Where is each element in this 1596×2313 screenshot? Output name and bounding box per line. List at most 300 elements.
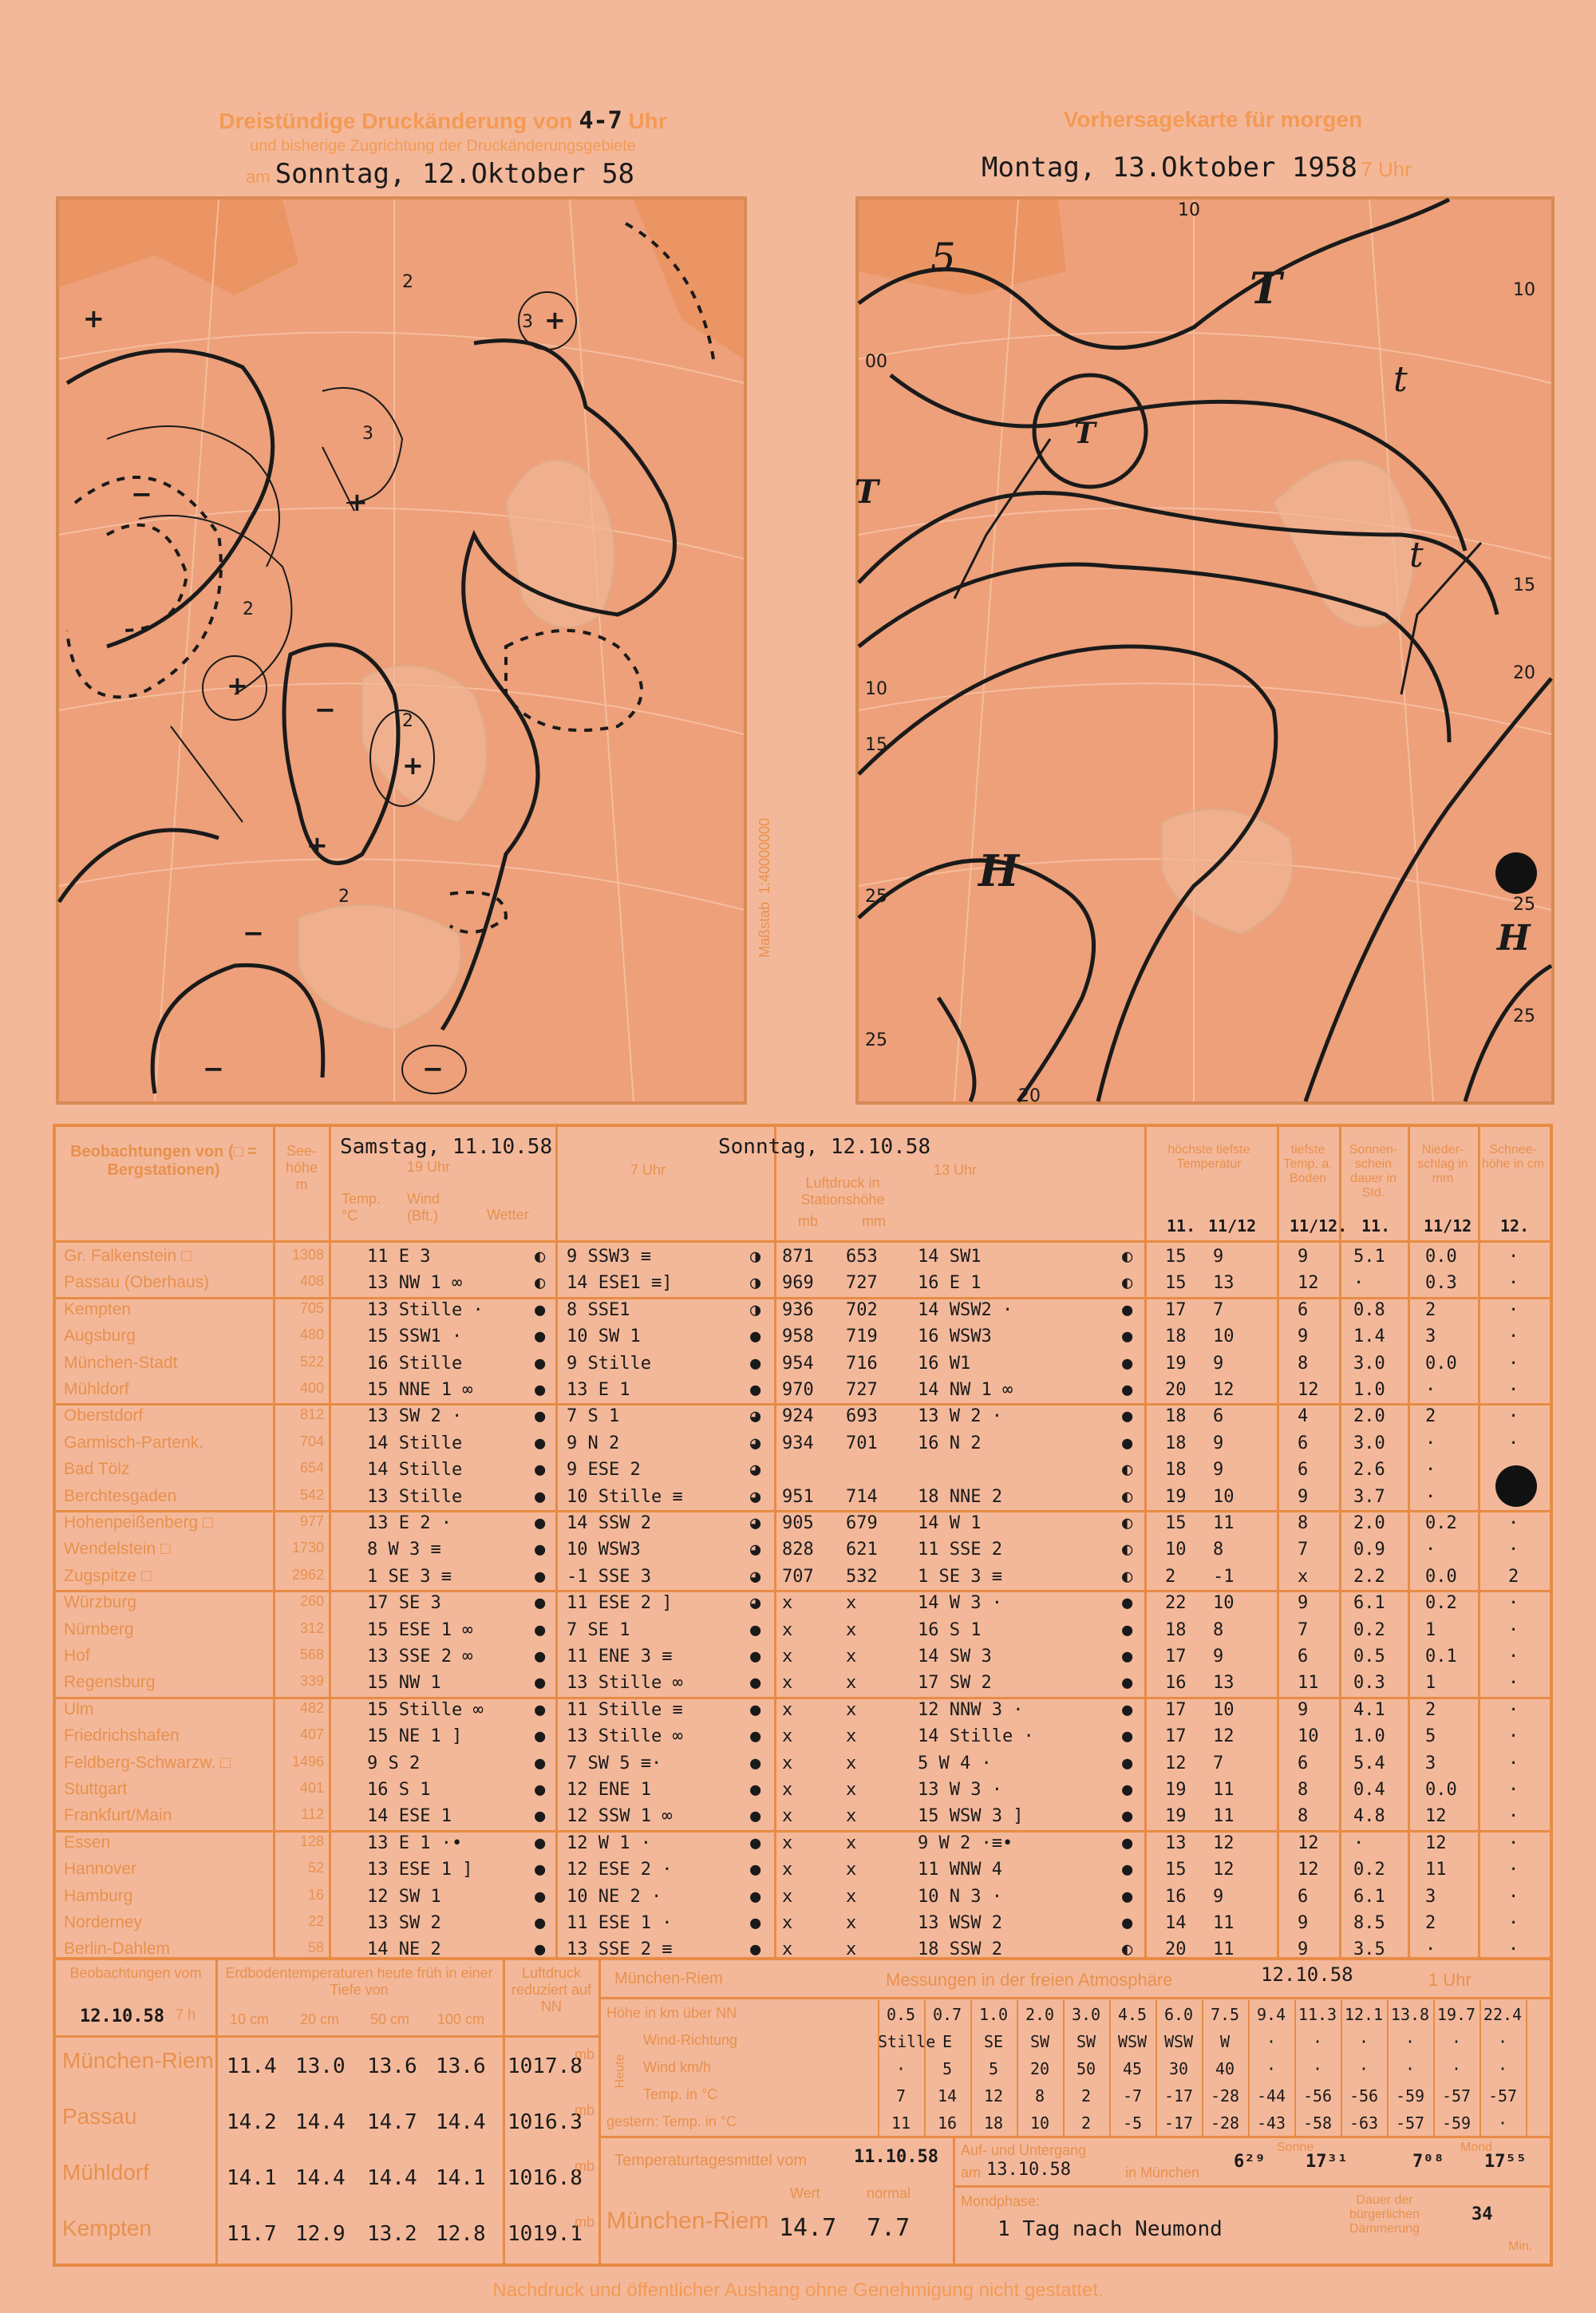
svg-text:2: 2 <box>338 887 350 907</box>
depth-20: 20 cm <box>300 2011 340 2027</box>
cell-cw: ● <box>1122 1780 1133 1800</box>
cell-so: 0.2 <box>1353 1860 1385 1880</box>
cell-p1: x <box>782 1593 793 1614</box>
svg-text:20: 20 <box>1513 663 1535 683</box>
cell-a: 15 ESE 1 ∞ <box>367 1619 473 1640</box>
cell-ni: · <box>1425 1460 1436 1481</box>
cell-cw: ● <box>1122 1619 1133 1640</box>
upper-air-speeds: · <box>1451 2059 1462 2078</box>
cell-mn: 9 <box>1213 1460 1224 1481</box>
cell-ni: 12 <box>1425 1806 1447 1827</box>
upper-air-heights: 6.0 <box>1163 2005 1194 2024</box>
cell-h: 542 <box>299 1486 324 1503</box>
cell-aw: ● <box>535 1566 546 1587</box>
cell-p2: 727 <box>846 1380 878 1400</box>
cell-sc: · <box>1508 1353 1519 1374</box>
cell-c: 14 W 3 · <box>918 1593 1002 1614</box>
cell-h: 312 <box>299 1619 324 1636</box>
cell-aw: ● <box>535 1299 546 1320</box>
phase-label: Mondphase: <box>961 2193 1041 2209</box>
soil-temp: 11.7 <box>227 2222 277 2246</box>
upper-air-ytemps: -5 <box>1122 2113 1143 2133</box>
sonne-label: Sonne <box>1277 2141 1314 2154</box>
cell-name: Gr. Falkenstein □ <box>64 1247 192 1265</box>
depth-100: 100 cm <box>437 2011 485 2027</box>
upper-air-heights: 2.0 <box>1025 2005 1055 2024</box>
cell-sc: 2 <box>1508 1566 1519 1587</box>
cell-bo: 9 <box>1298 1327 1309 1347</box>
cell-a: 14 Stille <box>367 1433 463 1453</box>
upper-air-speeds: · <box>1497 2059 1508 2078</box>
header-schnee: Schnee-höhe in cm <box>1481 1143 1545 1171</box>
cell-p1: x <box>782 1806 793 1827</box>
cell-name: Friedrichshafen <box>64 1726 180 1746</box>
cell-a: 14 NE 2 <box>367 1939 441 1960</box>
cell-a: 13 ESE 1 ] <box>367 1860 473 1880</box>
cell-mx: 18 <box>1165 1460 1187 1481</box>
header-wind: Wind (Bft.) <box>407 1191 440 1224</box>
cell-a: 14 ESE 1 <box>367 1806 452 1827</box>
cell-c: 18 SSW 2 <box>918 1939 1002 1960</box>
right-map-title: Vorhersagekarte für morgen <box>1063 107 1363 132</box>
upper-air-station: München-Riem <box>614 1970 723 1987</box>
upper-air-dirs: SW <box>1076 2032 1096 2051</box>
cell-name: Hannover <box>64 1860 137 1879</box>
cell-p2: x <box>846 1860 857 1880</box>
cell-name: Berlin-Dahlem <box>64 1939 171 1959</box>
cell-bo: x <box>1298 1566 1309 1587</box>
cell-c: 15 WSW 3 ] <box>918 1806 1024 1827</box>
cell-mn: 10 <box>1213 1593 1235 1614</box>
soil-temp: 12.9 <box>295 2222 346 2246</box>
cell-sc: · <box>1508 1913 1519 1933</box>
cell-aw: ● <box>535 1673 546 1694</box>
cell-sc: · <box>1508 1273 1519 1294</box>
cell-b: 13 E 1 <box>567 1380 630 1400</box>
svg-text:t: t <box>1393 359 1408 400</box>
cell-bo: 10 <box>1298 1726 1319 1747</box>
table-row <box>56 1350 1550 1377</box>
normal-label: normal <box>867 2185 911 2201</box>
cell-cw: ◐ <box>1122 1486 1133 1507</box>
pressure-unit: mb <box>575 2102 595 2118</box>
cell-cw: ● <box>1122 1753 1133 1773</box>
soil-temp: 14.4 <box>436 2110 486 2134</box>
upper-air-heights: 9.4 <box>1256 2005 1286 2024</box>
cell-cw: ● <box>1122 1327 1133 1347</box>
cell-mn: 10 <box>1213 1699 1235 1720</box>
cell-aw: ◐ <box>535 1273 546 1294</box>
table-row <box>56 1777 1550 1803</box>
cell-bw: ◕ <box>750 1566 761 1587</box>
table-row <box>56 1670 1550 1696</box>
cell-name: Mühldorf <box>64 1380 129 1398</box>
cell-sc: · <box>1508 1486 1519 1507</box>
cell-mx: 10 <box>1165 1540 1187 1560</box>
svg-text:2: 2 <box>402 272 413 292</box>
cell-mn: 8 <box>1213 1540 1224 1560</box>
cell-mx: 2 <box>1165 1566 1176 1587</box>
cell-p2: 719 <box>846 1327 878 1347</box>
svg-text:10: 10 <box>1178 200 1200 220</box>
cell-b: -1 SSE 3 <box>567 1566 651 1587</box>
cell-p2: 679 <box>846 1513 878 1533</box>
header-temp: Temp. °C <box>342 1191 381 1224</box>
cell-p1: x <box>782 1726 793 1747</box>
cell-name: Regensburg <box>64 1673 156 1692</box>
cell-bw: ● <box>750 1939 761 1960</box>
cell-bw: ● <box>750 1860 761 1880</box>
cell-sc: · <box>1508 1406 1519 1427</box>
table-row <box>56 1803 1550 1829</box>
upper-air-dirs: · <box>1497 2032 1508 2051</box>
cell-bw: ◕ <box>750 1540 761 1560</box>
cell-bo: 6 <box>1298 1647 1309 1667</box>
cell-mn: 8 <box>1213 1619 1224 1640</box>
soil-obs-time: 7 h <box>176 2007 196 2022</box>
cell-ni: 2 <box>1425 1299 1436 1320</box>
cell-bw: ● <box>750 1886 761 1907</box>
upper-air-dirs: W <box>1219 2032 1231 2051</box>
cell-aw: ● <box>535 1726 546 1747</box>
cell-p1: 954 <box>782 1353 814 1374</box>
svg-text:−: − <box>422 1054 444 1084</box>
upper-air-ytemps: 2 <box>1080 2113 1092 2133</box>
cell-so: 0.8 <box>1353 1299 1385 1320</box>
upper-air-ytemps: 18 <box>983 2113 1004 2133</box>
cell-p2: x <box>846 1939 857 1960</box>
cell-mn: 6 <box>1213 1406 1224 1427</box>
cell-b: 14 ESE1 ≡] <box>567 1273 673 1294</box>
cell-aw: ● <box>535 1913 546 1933</box>
cell-p1: x <box>782 1913 793 1933</box>
upper-air-speeds: · <box>1266 2059 1277 2078</box>
svg-text:−: − <box>243 918 264 948</box>
cell-ni: 3 <box>1425 1327 1436 1347</box>
cell-a: 16 S 1 <box>367 1780 431 1800</box>
table-row <box>56 1510 1550 1536</box>
cell-bo: 12 <box>1298 1273 1319 1294</box>
sun-date: 13.10.58 <box>986 2160 1071 2180</box>
cell-aw: ● <box>535 1780 546 1800</box>
cell-mx: 16 <box>1165 1673 1187 1694</box>
upper-air-dirs: · <box>1266 2032 1277 2051</box>
cell-p1: 951 <box>782 1486 814 1507</box>
cell-name: Frankfurt/Main <box>64 1806 172 1825</box>
cell-c: 16 N 2 <box>918 1433 982 1453</box>
sub-col-max: 11. <box>1167 1216 1196 1236</box>
cell-so: 2.6 <box>1353 1460 1385 1481</box>
cell-aw: ● <box>535 1460 546 1481</box>
svg-text:−: − <box>131 479 152 509</box>
cell-b: 11 ENE 3 ≡ <box>567 1647 673 1667</box>
cell-p1: 969 <box>782 1273 814 1294</box>
svg-text:15: 15 <box>865 735 887 755</box>
soil-station: Kempten <box>62 2216 152 2240</box>
cell-ni: 12 <box>1425 1833 1447 1853</box>
upper-air-dirs: · <box>1312 2032 1323 2051</box>
table-row <box>56 1750 1550 1777</box>
pressure-unit: mb <box>575 2158 595 2174</box>
cell-h: 260 <box>299 1593 324 1610</box>
cell-ni: 11 <box>1425 1860 1447 1880</box>
cell-p1: x <box>782 1647 793 1667</box>
mean-temp-date: 11.10.58 <box>854 2147 938 2167</box>
forecast-map <box>855 196 1555 1105</box>
svg-text:+: + <box>402 750 424 781</box>
cell-name: Hamburg <box>64 1886 133 1905</box>
cell-name: Bad Tölz <box>64 1460 130 1479</box>
moon-set: 17⁵⁵ <box>1484 2152 1527 2172</box>
cell-bo: 12 <box>1298 1860 1319 1880</box>
cell-bw: ● <box>750 1806 761 1827</box>
header-hoechste: höchste tiefste Temperatur <box>1167 1143 1250 1171</box>
upper-air-ytemps: -63 <box>1349 2113 1379 2133</box>
cell-mx: 15 <box>1165 1513 1187 1533</box>
cell-mx: 22 <box>1165 1593 1187 1614</box>
cell-bo: 8 <box>1298 1806 1309 1827</box>
cell-a: 9 S 2 <box>367 1753 421 1773</box>
cell-mn: -1 <box>1213 1566 1235 1587</box>
table-row <box>56 1643 1550 1670</box>
phase-value: 1 Tag nach Neumond <box>998 2217 1223 2241</box>
temp-label: Temp. in °C <box>643 2086 718 2102</box>
cell-p1: x <box>782 1939 793 1960</box>
cell-sc: · <box>1508 1247 1519 1267</box>
cell-mx: 18 <box>1165 1433 1187 1453</box>
cell-p2: x <box>846 1619 857 1640</box>
cell-aw: ● <box>535 1353 546 1374</box>
header-station: Beobachtungen von (□ = Bergstationen) <box>70 1143 257 1179</box>
table-row <box>56 1484 1550 1510</box>
cell-p2: x <box>846 1913 857 1933</box>
cell-cw: ● <box>1122 1380 1133 1400</box>
wert-value: 14.7 <box>779 2214 837 2242</box>
table-row <box>56 1536 1550 1563</box>
cell-mn: 11 <box>1213 1939 1235 1960</box>
upper-air-heights: 4.5 <box>1117 2005 1148 2024</box>
cell-aw: ● <box>535 1433 546 1453</box>
cell-b: 10 SW 1 <box>567 1327 641 1347</box>
cell-mx: 15 <box>1165 1860 1187 1880</box>
cell-c: 14 SW 3 <box>918 1647 992 1667</box>
cell-h: 1496 <box>291 1753 324 1769</box>
cell-so: 3.0 <box>1353 1353 1385 1374</box>
cell-p2: 716 <box>846 1353 878 1374</box>
observation-table <box>53 1124 1553 1960</box>
cell-mn: 11 <box>1213 1513 1235 1533</box>
cell-cw: ● <box>1122 1647 1133 1667</box>
table-row <box>56 1856 1550 1883</box>
cell-ni: 2 <box>1425 1406 1436 1427</box>
sun-set: 17³¹ <box>1306 2152 1348 2172</box>
cell-name: Hohenpeißenberg □ <box>64 1513 213 1532</box>
cell-p1: x <box>782 1699 793 1720</box>
cell-a: 13 SW 2 · <box>367 1406 463 1427</box>
day1-time: 19 Uhr <box>407 1159 451 1175</box>
cell-cw: ● <box>1122 1860 1133 1880</box>
cell-aw: ● <box>535 1327 546 1347</box>
svg-text:−: − <box>203 1054 224 1084</box>
upper-air-temps: -44 <box>1256 2086 1286 2105</box>
cell-name: Garmisch-Partenk. <box>64 1433 204 1452</box>
cell-mn: 12 <box>1213 1833 1235 1853</box>
cell-b: 12 ENE 1 <box>567 1780 651 1800</box>
cell-bw: ◕ <box>750 1593 761 1614</box>
cell-bo: 9 <box>1298 1913 1309 1933</box>
cell-h: 482 <box>299 1699 324 1716</box>
upper-air-dirs: WSW <box>1163 2032 1194 2051</box>
cell-a: 12 SW 1 <box>367 1886 441 1907</box>
cell-p2: x <box>846 1699 857 1720</box>
cell-ni: 0.1 <box>1425 1647 1457 1667</box>
soil-station: München-Riem <box>62 2048 214 2073</box>
upper-air-dirs: SW <box>1029 2032 1050 2051</box>
cell-h: 16 <box>307 1886 324 1903</box>
cell-bo: 9 <box>1298 1486 1309 1507</box>
cell-p1: x <box>782 1673 793 1694</box>
cell-ni: 0.2 <box>1425 1513 1457 1533</box>
cell-b: 13 SSE 2 ≡ <box>567 1939 673 1960</box>
cell-ni: 0.2 <box>1425 1593 1457 1614</box>
cell-ni: 1 <box>1425 1619 1436 1640</box>
upper-air-speeds: · <box>895 2059 907 2078</box>
upper-air-dirs: · <box>1451 2032 1462 2051</box>
soil-temp: 13.6 <box>436 2054 486 2078</box>
cell-b: 9 SSW3 ≡ <box>567 1247 651 1267</box>
upper-air-ytemps: -59 <box>1441 2113 1472 2133</box>
svg-text:H: H <box>978 845 1020 896</box>
cell-so: 1.0 <box>1353 1726 1385 1747</box>
upper-air-heights: 0.5 <box>886 2005 916 2024</box>
upper-air-heights: 11.3 <box>1298 2005 1337 2024</box>
upper-air-ytemps: -57 <box>1395 2113 1425 2133</box>
cell-bw: ◕ <box>750 1513 761 1533</box>
cell-so: 5.1 <box>1353 1247 1385 1267</box>
cell-mx: 12 <box>1165 1753 1187 1773</box>
upper-air-temps: 8 <box>1034 2086 1045 2105</box>
cell-so: 4.1 <box>1353 1699 1385 1720</box>
cell-so: 5.4 <box>1353 1753 1385 1773</box>
cell-bw: ● <box>750 1913 761 1933</box>
upper-air-speeds: 5 <box>988 2059 999 2078</box>
sun-in: in München <box>1125 2165 1200 2181</box>
cell-mn: 12 <box>1213 1726 1235 1747</box>
cell-h: 58 <box>307 1939 324 1956</box>
cell-sc: · <box>1508 1860 1519 1880</box>
cell-so: 0.2 <box>1353 1619 1385 1640</box>
svg-text:25: 25 <box>865 1030 887 1050</box>
cell-aw: ● <box>535 1806 546 1827</box>
twilight-value: 34 <box>1472 2204 1493 2224</box>
cell-a: 8 W 3 ≡ <box>367 1540 441 1560</box>
cell-so: 2.0 <box>1353 1513 1385 1533</box>
cell-c: 13 W 3 · <box>918 1780 1002 1800</box>
cell-bo: 6 <box>1298 1460 1309 1481</box>
cell-c: 14 W 1 <box>918 1513 982 1533</box>
soil-temp: 12.8 <box>436 2222 486 2246</box>
cell-bw: ● <box>750 1780 761 1800</box>
cell-p2: 714 <box>846 1486 878 1507</box>
cell-b: 9 N 2 <box>567 1433 620 1453</box>
cell-mx: 18 <box>1165 1327 1187 1347</box>
cell-h: 400 <box>299 1380 324 1396</box>
left-map-subtitle: und bisherige Zugrichtung der Druckänderungsgebiete <box>250 137 636 155</box>
cell-bo: 7 <box>1298 1540 1309 1560</box>
cell-c: 11 SSE 2 <box>918 1540 1002 1560</box>
table-row <box>56 1377 1550 1403</box>
soil-obs-label: Beobachtungen vom <box>69 1965 202 1981</box>
cell-h: 654 <box>299 1460 324 1477</box>
soil-temp: 14.7 <box>367 2110 417 2134</box>
cell-h: 568 <box>299 1647 324 1663</box>
cell-p1: x <box>782 1860 793 1880</box>
cell-b: 7 S 1 <box>567 1406 620 1427</box>
cell-sc: · <box>1508 1619 1519 1640</box>
cell-c: 9 W 2 ·≡• <box>918 1833 1013 1853</box>
cell-b: 10 NE 2 · <box>567 1886 662 1907</box>
svg-text:3: 3 <box>362 424 373 444</box>
normal-value: 7.7 <box>867 2214 911 2242</box>
cell-ni: · <box>1425 1540 1436 1560</box>
cell-so: 0.4 <box>1353 1780 1385 1800</box>
upper-air-ytemps: 11 <box>891 2113 911 2133</box>
table-row <box>56 1910 1550 1936</box>
twilight-unit: Min. <box>1508 2240 1533 2253</box>
upper-air-speeds: 40 <box>1215 2059 1235 2078</box>
cell-p1: x <box>782 1753 793 1773</box>
table-row <box>56 1403 1550 1429</box>
cell-mn: 13 <box>1213 1673 1235 1694</box>
upper-air-title: Messungen in der freien Atmosphäre <box>886 1970 1173 1990</box>
upper-air-speeds: 50 <box>1076 2059 1096 2078</box>
cell-bw: ◑ <box>750 1273 761 1294</box>
cell-b: 13 Stille ∞ <box>567 1673 683 1694</box>
upper-air-heights: 12.1 <box>1344 2005 1384 2024</box>
cell-ni: 2 <box>1425 1699 1436 1720</box>
cell-mx: 16 <box>1165 1886 1187 1907</box>
day2-time13: 13 Uhr <box>934 1162 978 1178</box>
cell-bw: ◕ <box>750 1460 761 1481</box>
cell-cw: ◐ <box>1122 1273 1133 1294</box>
svg-text:15: 15 <box>1513 575 1535 595</box>
cell-b: 11 ESE 2 ] <box>567 1593 673 1614</box>
depth-10: 10 cm <box>230 2011 270 2027</box>
cell-name: Hof <box>64 1647 90 1665</box>
soil-pressure: 1016.3 <box>508 2110 583 2134</box>
moon-rise: 7⁰⁸ <box>1412 2152 1444 2172</box>
cell-bw: ● <box>750 1619 761 1640</box>
cell-c: 1 SE 3 ≡ <box>918 1566 1002 1587</box>
cell-ni: 0.0 <box>1425 1566 1457 1587</box>
cell-sc: · <box>1508 1806 1519 1827</box>
soil-temp: 14.2 <box>227 2110 277 2134</box>
cell-h: 52 <box>307 1860 324 1876</box>
pressure-unit: mb <box>575 2046 595 2062</box>
cell-a: 15 NW 1 <box>367 1673 441 1694</box>
upper-air-temps: -17 <box>1163 2086 1194 2105</box>
cell-mn: 13 <box>1213 1273 1235 1294</box>
cell-bo: 8 <box>1298 1780 1309 1800</box>
cell-sc: · <box>1508 1299 1519 1320</box>
pressure-change-map <box>56 196 747 1105</box>
upper-air-temps: -7 <box>1122 2086 1143 2105</box>
cell-aw: ● <box>535 1753 546 1773</box>
svg-text:−: − <box>314 694 336 725</box>
sub-col-nieder: 11/12 <box>1424 1216 1472 1236</box>
upper-air-speeds: · <box>1404 2059 1416 2078</box>
cell-sc: · <box>1508 1540 1519 1560</box>
